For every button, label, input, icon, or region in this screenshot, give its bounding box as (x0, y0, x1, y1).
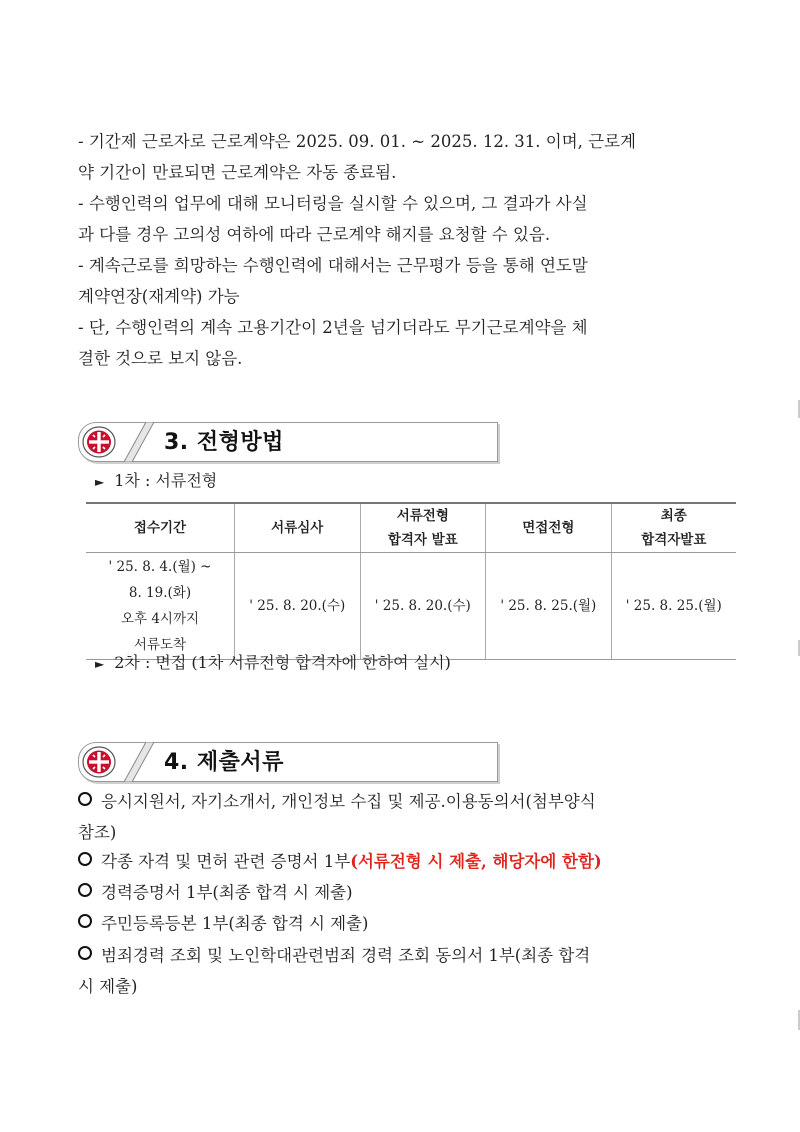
slash-divider-icon (116, 742, 156, 782)
intro-line: 결한 것으로 보지 않음. (78, 349, 243, 368)
section-4-title: 4. 제출서류 (164, 750, 284, 775)
intro-line: - 단, 수행인력의 계속 고용기간이 2년을 넘기더라도 무기근로계약을 체 (78, 318, 588, 337)
doc-item-text: 경력증명서 1부(최종 합격 시 제출) (101, 883, 353, 902)
doc-item-cont: 시 제출) (78, 977, 138, 996)
doc-item (78, 908, 369, 939)
doc-item-text: 각종 자격 및 면허 관련 증명서 1부 (101, 852, 351, 871)
doc-item (78, 786, 596, 848)
period-line: 서류도착 (133, 637, 187, 653)
table-row (86, 553, 736, 660)
period-line: ' 25. 8. 4.(월) ~ (108, 559, 212, 575)
doc-item-text: 범죄경력 조회 및 노인학대관련범죄 경력 조회 동의서 1부(최종 합격 (101, 946, 591, 965)
section-4-heading (78, 742, 498, 782)
hollow-circle-icon (78, 914, 92, 928)
intro-line: 과 다를 경우 고의성 여하에 따라 근로계약 해지를 요청할 수 있음. (78, 225, 551, 244)
intro-line: - 기간제 근로자로 근로계약은 2025. 09. 01. ~ 2025. 12. 31. 이며, 근로계 (78, 132, 636, 151)
caritas-cross-icon (81, 425, 117, 459)
intro-line: 약 기간이 만료되면 근로계약은 자동 종료됨. (78, 163, 397, 182)
hollow-circle-icon (78, 883, 92, 897)
caritas-cross-icon (81, 745, 117, 779)
hollow-circle-icon (78, 852, 92, 866)
second-stage-text: 2차 : 면접 (1차 서류전형 합격자에 한하여 실시) (114, 653, 451, 672)
section-3-title: 3. 전형방법 (164, 430, 284, 455)
intro-paragraph (78, 126, 728, 374)
doc-item-highlight: (서류전형 시 제출, 해당자에 한함) (350, 852, 602, 871)
cell-announce: ' 25. 8. 20.(수) (360, 553, 486, 660)
intro-line: - 수행인력의 업무에 대해 모니터링을 실시할 수 있으며, 그 결과가 사실 (78, 194, 588, 213)
header-review: 서류심사 (235, 503, 361, 553)
table-header-row (86, 503, 736, 553)
cell-period (86, 553, 235, 660)
cell-interview: ' 25. 8. 25.(월) (486, 553, 612, 660)
doc-item-text: 주민등록등본 1부(최종 합격 시 제출) (101, 914, 369, 933)
period-line: 8. 19.(화) (128, 585, 192, 601)
triangle-right-icon: ► (95, 475, 105, 489)
slash-divider-icon (116, 422, 156, 462)
header-interview: 면접전형 (486, 503, 612, 553)
hollow-circle-icon (78, 946, 92, 960)
doc-item (78, 846, 602, 877)
cell-final: ' 25. 8. 25.(월) (611, 553, 736, 660)
second-stage-line (95, 650, 451, 673)
hollow-circle-icon (78, 792, 92, 806)
schedule-table (86, 502, 736, 660)
doc-item-text: 응시지원서, 자기소개서, 개인정보 수집 및 제공.이용동의서(첨부양식 (101, 792, 596, 811)
doc-item (78, 940, 590, 1002)
first-stage-line (95, 468, 217, 491)
intro-line: - 계속근로를 희망하는 수행인력에 대해서는 근무평가 등을 통해 연도말 (78, 256, 588, 275)
header-period: 접수기간 (86, 503, 235, 553)
section-3-heading (78, 422, 498, 462)
cell-review: ' 25. 8. 20.(수) (235, 553, 361, 660)
doc-item-cont: 참조) (78, 823, 117, 842)
doc-item (78, 877, 353, 908)
intro-line: 계약연장(재계약) 가능 (78, 287, 240, 306)
header-announce: 서류전형 합격자 발표 (360, 503, 486, 553)
first-stage-text: 1차 : 서류전형 (114, 471, 218, 490)
period-line: 오후 4시까지 (120, 611, 200, 627)
triangle-right-icon: ► (95, 657, 105, 671)
header-final: 최종 합격자발표 (611, 503, 736, 553)
